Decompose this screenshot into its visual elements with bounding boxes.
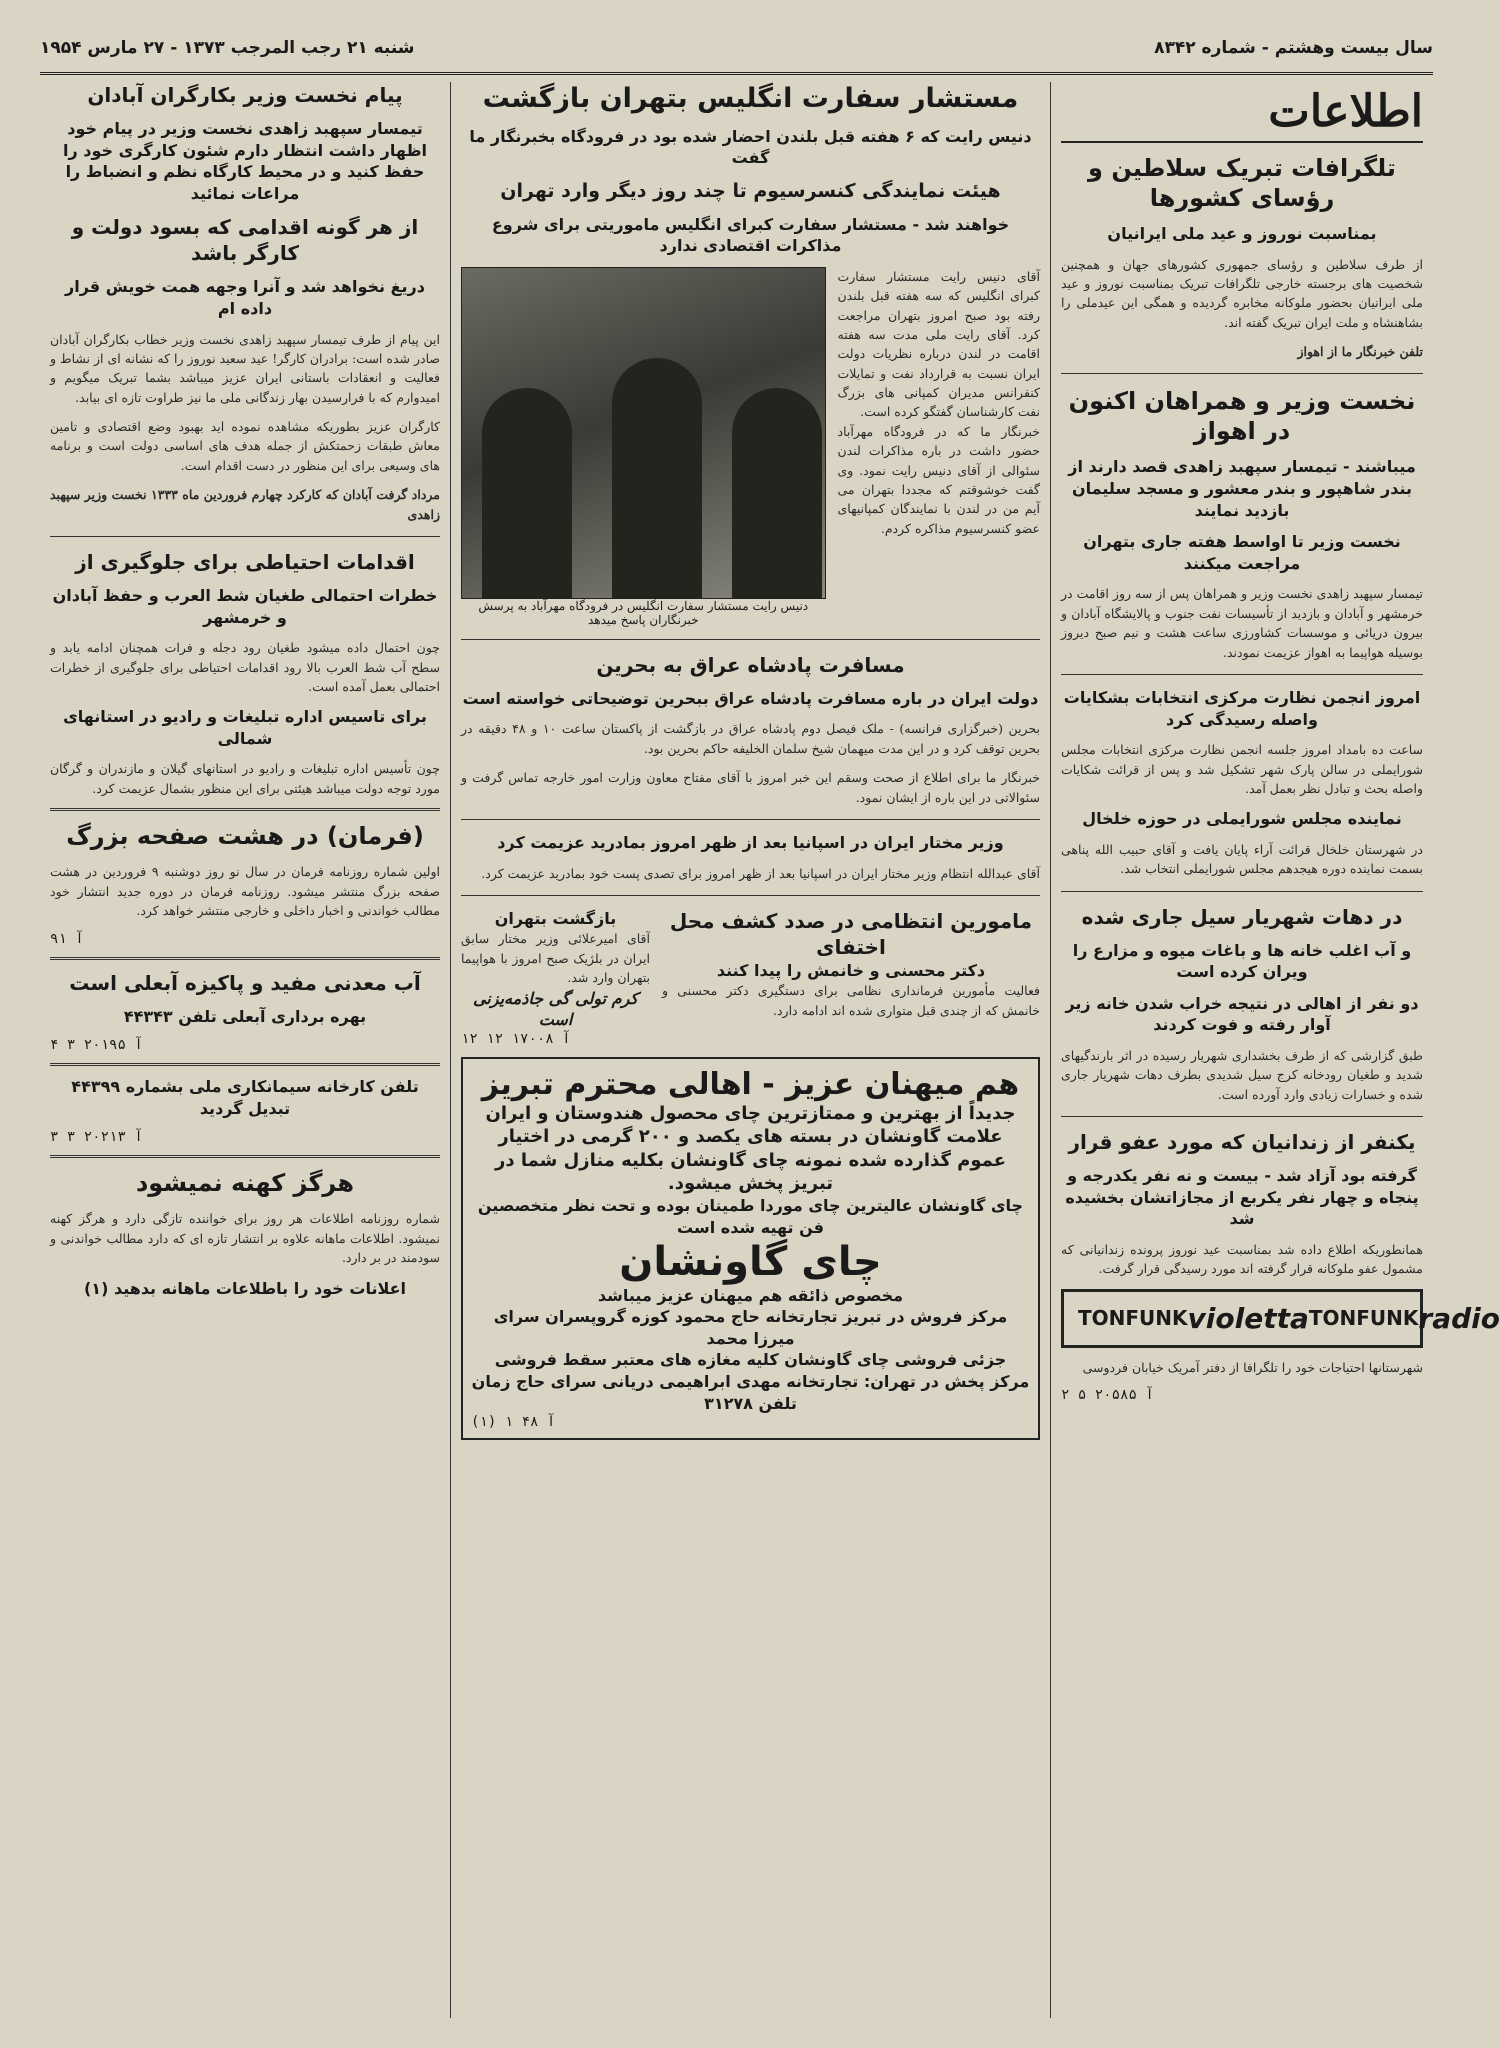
sub2-pm-ahvaz: نخست وزیر تا اواسط هفته جاری بتهران مراجعت میکنند bbox=[1083, 532, 1401, 573]
brand-radio: radio bbox=[1418, 1301, 1500, 1335]
sub2-ambassador: هیئت نمایندگی کنسرسیوم تا چند روز دیگر وارد تهران bbox=[500, 179, 1001, 202]
headline-flood-precautions: اقدامات احتیاطی برای جلوگیری از bbox=[75, 549, 415, 574]
body-pm-message: این پیام از طرف تیمسار سپهبد زاهدی نخست وزیر خطاب بکارگران آبادان صادر شده است: برادران کارگر! عید سعید نوروز را که نشانه ای از نشاط و فعالیت و انعقادات باستانی ایران عزیز میباشد بشما تبریک میگویم و امیدوارم که با فرارسیدن بهار زندگانی ملی ما نیز طراوت تازه ای بیابد. bbox=[50, 331, 440, 405]
headline-return: بازگشت بتهران bbox=[494, 908, 617, 928]
tonfunk-footer: شهرستانها احتیاجات خود را تلگرافا از دفتر آمریک خیابان فردوسی bbox=[1082, 1359, 1423, 1375]
headline-radio-north: برای تاسیس اداره تبلیغات و رادیو در استانهای شمالی bbox=[63, 707, 427, 748]
body-election: ساعت ده بامداد امروز جلسه انجمن نظارت مرکزی انتخابات مجلس شورایملی در سالن پارک شهر تشکیل شد و پس از قرائت شکایات واصله بحث و تبادل نظر بعمل آمد. bbox=[1061, 742, 1423, 796]
headline-ambassador: مستشار سفارت انگلیس بتهران بازگشت bbox=[482, 83, 1019, 114]
tea-ad-brand: چای گاونشان bbox=[619, 1238, 882, 1285]
ad-never-old: هرگز کهنه نمیشود bbox=[135, 1169, 354, 1198]
sub-mohseni: دکتر محسنی و خانمش را پیدا کنند bbox=[716, 960, 986, 980]
columns bbox=[40, 82, 1500, 2018]
tea-ad-f1: مرکز فروش در تبریز تجارتخانه حاج محمود کوزه گروپسران سرای میرزا محمد bbox=[493, 1307, 1008, 1348]
body-pm-ahvaz: تیمسار سپهبد زاهدی نخست وزیر و همراهان پس از سه روز اقامت در خرمشهر و آبادان و بازدید از تأسیسات نفت جنوب و پالایشگاه آبادان و بیرون دریائی و موسسات کشاورزی ساعت هشت و نیم صبح دیروز بوسیله هواپیما به اهواز عزیمت نمودند. bbox=[1061, 586, 1423, 660]
return-story bbox=[461, 908, 650, 1047]
brand-left: TONFUNK bbox=[1078, 1306, 1188, 1331]
issue-date: شنبه ۲۱ رجب المرجب ۱۳۷۳ - ۲۷ مارس ۱۹۵۴ bbox=[40, 38, 415, 58]
brand-script: violetta bbox=[1187, 1301, 1309, 1335]
body2-iraq-king: خبرنگار ما برای اطلاع از صحت وسقم این خبر امروز با آقای مفتاح معاون وزارت امور خارجه تماس گرفت و سئوالاتی در این باره از ایشان نمود. bbox=[461, 770, 1040, 805]
headline-pm-message: پیام نخست وزیر بکارگران آبادان bbox=[87, 83, 403, 107]
ad-mineral-water-sub: بهره برداری آبعلی تلفن ۴۴۳۴۳ bbox=[123, 1006, 367, 1026]
sub-pm-message: تیمسار سپهبد زاهدی نخست وزیر در پیام خود اظهار داشت انتظار دارم شئون کارگری خود را حفظ کنید و در محیط کارگاه نظم و انضباط را مراعات نمائید bbox=[62, 119, 428, 203]
sub-iraq-king: دولت ایران در باره مسافرت پادشاه عراق ببحرین توضیحاتی خواسته است bbox=[462, 688, 1039, 708]
sign-pm-message: مرداد گرفت آبادان که کارکرد چهارم فروردین ماه ۱۳۳۳ نخست وزیر سپهبد زاهدی bbox=[50, 487, 440, 522]
ambassador-text bbox=[838, 267, 1041, 627]
ad-never-old-foot: اعلانات خود را باطلاعات ماهانه بدهید (۱) bbox=[83, 1278, 407, 1298]
headline-spain-minister: وزیر مختار ایران در اسپانیا بعد از ظهر امروز بمادرید عزیمت کرد bbox=[497, 832, 1004, 852]
tea-ad-body: جدیداً از بهترین و ممتازترین چای محصول هندوستان و ایران علامت گاونشان در بسته های یکصد و ۲۰۰ گرمی در اختیار عموم گذارده شده نمونه چای گاونشان بکلیه منازل شما در تبریز پخش میشود. bbox=[485, 1102, 1016, 1194]
column-left bbox=[40, 82, 450, 2018]
newspaper-logo: اطلاعات bbox=[1061, 82, 1423, 143]
ad-mineral-water-number: آ ۲۰۱۹۵ ۳ ۴ bbox=[50, 1037, 143, 1054]
tea-ad bbox=[461, 1057, 1040, 1440]
body-khalkhal: در شهرستان خلخال قرائت آراء پایان یافت و آقای حبیب الله پناهی بسمت نماینده دوره هیجدهم مجلس شورایملی انتخاب شد. bbox=[1061, 841, 1423, 877]
body-spain-minister: آقای عبدالله انتظام وزیر مختار ایران در اسپانیا بعد از ظهر امروز برای تصدی پست خود بمادرید عزیمت کرد. bbox=[481, 865, 1040, 881]
sub3-pm-message: دریغ نخواهد شد و آنرا وجهه همت خویش قرار داده ام bbox=[65, 277, 425, 318]
headline-iraq-king: مسافرت پادشاه عراق به بحرین bbox=[596, 652, 905, 677]
ad-cement: تلفن کارخانه سیمانکاری ملی بشماره ۴۴۳۹۹ تبدیل گردید bbox=[71, 1077, 419, 1118]
body-ambassador-2: خبرنگار ما که در فرودگاه مهرآباد حضور داشت در باره مذاکرات لندن سئوالی از آقای دنیس رایت نمود. وی گفت خوشوقتم که مجددا بتهران می آیم من در لندن با نمایندگان کمپانیهای عضو کنسرسیوم مذاکره کردم. bbox=[837, 423, 1040, 536]
headline-khalkhal: نماینده مجلس شورایملی در حوزه خلخال bbox=[1082, 809, 1402, 829]
tea-ad-head: هم میهنان عزیز - اهالی محترم تبریز bbox=[481, 1066, 1020, 1102]
body-ambassador-1: آقای دنیس رایت مستشار سفارت کبرای انگلیس که سه هفته قبل بلندن رفته بود صبح امروز بتهران مراجعت کرد. آقای رایت ملی مدت سه هفته اقامت در لندن درباره نظریات دولت ایران نسبت به قرارداد نفت و تمایلات کنفرانس مدیران کمپانی های بزرگ نفت کارشناسان گفتگو کرده است. bbox=[837, 268, 1040, 420]
body-radio-north: چون تأسیس اداره تبلیغات و رادیو در استانهای گیلان و مازندران و گرگان مورد توجه دولت میباشد هیئتی برای این منظور بشمال عزیمت کرد. bbox=[50, 761, 440, 796]
mohseni-story bbox=[662, 908, 1040, 1047]
body-pardon: همانطوریکه اطلاع داده شد بمناسبت عید نوروز پرونده زندانیانی که مشمول عفو ملوکانه قرار گرفته اند مورد رسیدگی قرار گرفت. bbox=[1061, 1241, 1423, 1277]
sub2-pm-message: از هر گونه اقدامی که بسود دولت و کارگر باشد bbox=[71, 215, 419, 266]
headline-pardon: یکنفر از زندانیان که مورد عفو قرار bbox=[1068, 1130, 1416, 1155]
tea-slogan-number: آ ۱۷۰۰۸ ۱۲ ۱۲ bbox=[461, 1030, 571, 1047]
body-flood: طبق گزارشی که از طرف بخشداری شهریار رسیده در اثر بارندگیهای شدید و طغیان رودخانه کرج سیل شدیدی بطرف دهات شهریار جاری شده و خسارات زیادی وارد آورده است. bbox=[1061, 1047, 1423, 1102]
brand-right: TONFUNK bbox=[1308, 1306, 1419, 1331]
sub-pardon: گرفته بود آزاد شد - بیست و نه نفر یکدرجه و پنجاه و چهار نفر یکربع از مجازاتشان بخشیده شد bbox=[1065, 1166, 1419, 1229]
body-farman: اولین شماره روزنامه فرمان در سال نو روز دوشنبه ۹ فروردین در هشت صفحه بزرگ منتشر میشود. روزنامه فرمان در دوره جدید انتشار خود مطالب خواندنی و اخبار داخلی و خارجی منتشر خواهد کرد. bbox=[50, 864, 441, 919]
headline-pm-ahvaz: نخست وزیر و همراهان اکنون در اهواز bbox=[1068, 387, 1416, 446]
ad-mineral-water: آب معدنی مفید و پاکیزه آبعلی است bbox=[69, 970, 421, 995]
body-flood-precautions: چون احتمال داده میشود طغیان رود دجله و فرات همچنان ادامه یابد و سطح آب شط العرب بالا رود اقدامات احتیاطی برای جلوگیری از خطرات احتمالی بعمل آمده است. bbox=[50, 640, 440, 694]
farman-number: آ ۹۱ bbox=[50, 930, 84, 947]
sub-flood-precautions: خطرات احتمالی طغیان شط العرب و حفظ آبادان و خرمشهر bbox=[52, 585, 438, 627]
tea-ad-body2: چای گاونشان عالیترین چای موردا طمینان بوده و تحت نظر متخصصین فن تهیه شده است bbox=[477, 1196, 1024, 1237]
photo-block bbox=[461, 267, 826, 627]
tea-ad-brand-sub: مخصوص ذائقه هم میهنان عزیز میباشد bbox=[597, 1285, 904, 1305]
masthead bbox=[40, 30, 1433, 75]
body-mohseni: فعالیت مأمورین فرمانداری نظامی برای دستگیری دکتر محسنی و خانمش که از چندی قبل متواری شده اند ادامه دارد. bbox=[662, 983, 1040, 1018]
body-iraq-king: بحرین (خبرگزاری فرانسه) - ملک فیصل دوم پادشاه عراق در بازگشت از پاکستان ساعت ۱۰ و ۴۸ دقیقه در بحرین توقف کرد و در این مدت میهمان شیخ سلمان الخلیفه حاکم بحرین بود. bbox=[461, 721, 1040, 756]
headline-mohseni: مامورین انتظامی در صدد کشف محل اختفای bbox=[669, 908, 1033, 959]
issue-number: سال بیست وهشتم - شماره ۸۳۴۲ bbox=[1154, 38, 1433, 58]
body-return: آقای امیرعلائی وزیر مختار سابق ایران در بلژیک صبح امروز با هواپیما بتهران وارد شد. bbox=[461, 931, 650, 986]
tea-ad-f2: جزئی فروشی چای گاونشان کلیه مغازه های معتبر سقط فروشی bbox=[494, 1350, 1007, 1370]
sub-flood: و آب اغلب خانه ها و باغات میوه و مزارع را ویران کرده است bbox=[1072, 940, 1412, 982]
headline-farman: (فرمان) در هشت صفحه بزرگ bbox=[66, 822, 424, 851]
body2-pm-message: کارگران عزیز بطوریکه مشاهده نموده اید بهبود وضع اقتصادی و تامین معاش طبقات زحمتکش از جمله هدف های اساسی دولت است و برنامه های وسیعی برای این منظور در دست اقدام است. bbox=[50, 419, 440, 473]
column-center bbox=[450, 82, 1050, 2018]
tea-ad-number: (۱) آ ۴۸ ۱ bbox=[471, 1414, 556, 1431]
sub2-flood: دو نفر از اهالی در نتیجه خراب شدن خانه زیر آوار رفته و فوت کردند bbox=[1065, 993, 1419, 1035]
tonfunk-number: آ ۲۰۵۸۵ ۵ ۲ bbox=[1061, 1387, 1154, 1403]
sub-pm-ahvaz: میباشند - تیمسار سپهبد زاهدی قصد دارند از بندر شاهپور و بندر معشور و مسجد سلیمان بازدید نمایند bbox=[1068, 457, 1416, 520]
tea-ad-f3: مرکز پخش در تهران: تجارتخانه مهدی ابراهیمی دریانی سرای حاج زمان تلفن ۳۱۲۷۸ bbox=[471, 1371, 1030, 1413]
sub-telegrams: بمناسبت نوروز و عید ملی ایرانیان bbox=[1107, 224, 1377, 243]
ad-cement-number: آ ۲۰۲۱۳ ۳ ۳ bbox=[50, 1129, 143, 1146]
headline-flood: در دهات شهریار سیل جاری شده bbox=[1081, 904, 1403, 929]
sub-ambassador: دنیس رایت که ۶ هفته قبل بلندن احضار شده بود در فرودگاه بخبرنگار ما گفت bbox=[469, 126, 1032, 168]
column-right bbox=[1050, 82, 1500, 2018]
headline-telegrams: تلگرافات تبریک سلاطین و رؤسای کشورها bbox=[1088, 154, 1396, 212]
ad-never-old-body: شماره روزنامه اطلاعات هر روز برای خواننده تازگی دارد و هرگز کهنه نمیشود. اطلاعات ماهانه علاوه بر انتشار تازه ای که دارد مطالب خواندنی و سودمند در بر دارد. bbox=[50, 1211, 440, 1266]
lower-center bbox=[461, 908, 1040, 1047]
news-photo bbox=[461, 267, 826, 599]
tea-slogan: کرم تولی گی جاذمه‌یزنی است bbox=[472, 988, 639, 1030]
tonfunk-ad bbox=[1061, 1289, 1500, 1348]
headline-election: امروز انجمن نظارت مرکزی انتخابات بشکایات واصله رسیدگی کرد bbox=[1063, 687, 1421, 729]
photo-caption: دنیس رایت مستشار سفارت انگلیس در فرودگاه مهرآباد به پرسش خبرنگاران پاسخ میدهد bbox=[478, 598, 809, 627]
note-ahvaz: تلفن خبرنگار ما از اهواز bbox=[1297, 344, 1423, 360]
body-telegrams: از طرف سلاطین و رؤسای جمهوری کشورهای جهان و همچنین شخصیت های برجسته خارجی تلگرافات تبریک بمناسبت نوروز و عید ملی ایرانیان بحضور ملوکانه مخابره گردیده و همگی این عیدملی را بشاهنشاه و ملت ایران تبریک گفته اند. bbox=[1061, 256, 1423, 330]
ambassador-story bbox=[461, 267, 1040, 627]
sub3-ambassador: خواهند شد - مستشار سفارت کبرای انگلیس ماموریتی برای شروع مذاکرات اقتصادی ندارد bbox=[491, 214, 1010, 256]
